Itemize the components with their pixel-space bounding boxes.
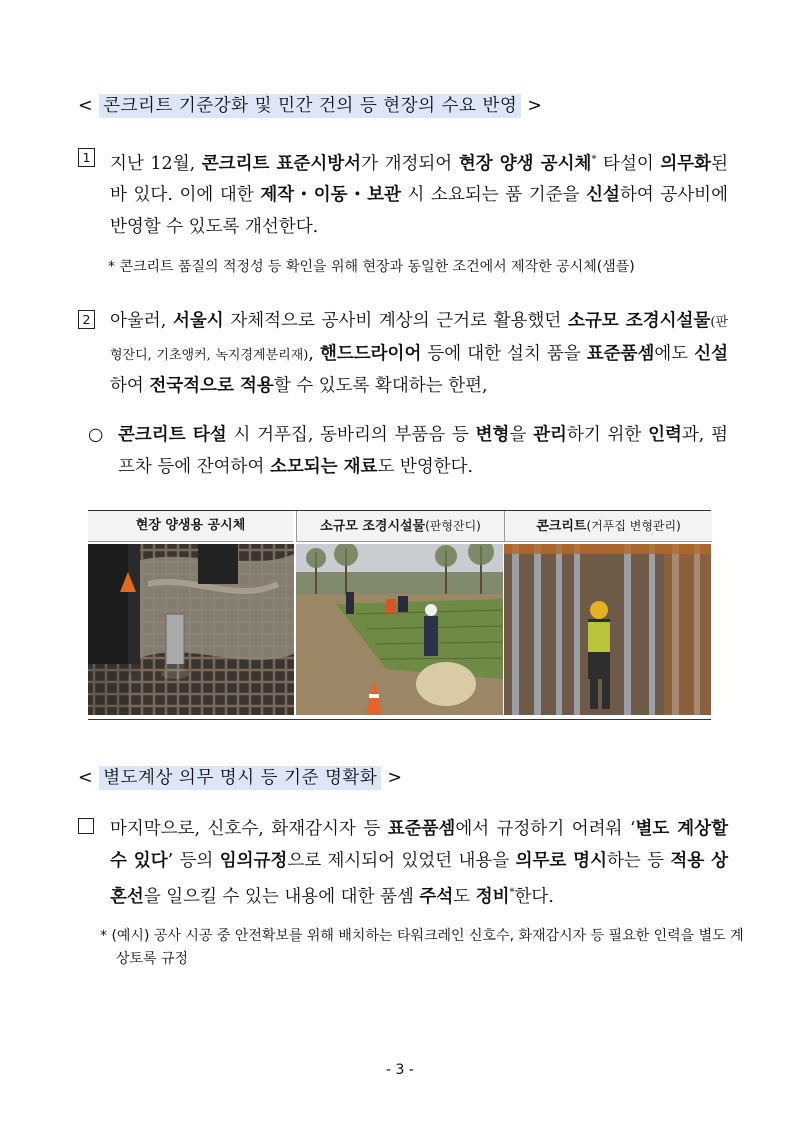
section-heading-2: < 별도계상 의무 명시 등 기준 명확화 > xyxy=(78,768,403,788)
section-heading-1: < 콘크리트 기준강화 및 민간 건의 등 현장의 수요 반영 > xyxy=(78,96,543,116)
photo-title-3: 콘크리트(거푸집 변형관리) xyxy=(504,511,712,542)
photo-formwork-shoring xyxy=(504,544,711,715)
paragraph-4: 마지막으로, 신호수, 화재감시자 등 표준품셈에서 규정하기 어려워 ‘별도 계상할 수 있다’ 등의 임의규정으로 제시되어 있었던 내용을 의무로 명시하는 등 적용 상 혼선을 일으킬 수 있는 내용에 대한 품셈 주석도 정비*한다. xyxy=(78,814,728,913)
page-number: - 3 - xyxy=(386,1062,414,1078)
section-title-2: 별도계상 의무 명시 등 기준 명확화 xyxy=(99,766,381,790)
footnote-1: * 콘크리트 품질의 적정성 등 확인을 위해 현장과 동일한 조건에서 제작한 공시체(샘플) xyxy=(108,259,635,275)
photo-table xyxy=(88,510,711,720)
box-number-marker: 2 xyxy=(78,306,95,338)
photo-title-2: 소규모 조경시설물(판형잔디) xyxy=(296,511,504,542)
paragraph-3: ○ 콘크리트 타설 시 거푸집, 동바리의 부품음 등 변형을 관리하기 위한 인력과, 펌프차 등에 잔여하여 소모되는 재료도 반영한다. xyxy=(88,420,728,483)
paragraph-1: 1 지난 12월, 콘크리트 표준시방서가 개정되어 현장 양생 공시체* 타설이 의무화된 바 있다. 이에 대한 제작・이동・보관 시 소요되는 품 기준을 신설하여 공사비에 반영할 수 있도록 개선한다. xyxy=(78,144,728,243)
photo-concrete-specimen xyxy=(88,544,294,715)
box-number-marker: 1 xyxy=(78,144,95,176)
empty-square-icon xyxy=(78,814,94,846)
paragraph-2: 2 아울러, 서울시 자체적으로 공사비 계상의 근거로 활용했던 소규모 조경시설물(판형잔디, 기초앵커, 녹지경계분리재), 핸드드라이어 등에 대한 설치 품을 표준품셈에도 신설하여 전국적으로 적용할 수 있도록 확대하는 한편, xyxy=(78,306,728,403)
photo-title-1: 현장 양생용 공시체 xyxy=(88,511,293,542)
section-title-1: 콘크리트 기준강화 및 민간 건의 등 현장의 수요 반영 xyxy=(99,94,521,118)
footnote-2: * (예시) 공사 시공 중 안전확보를 위해 배치하는 타워크레인 신호수, 화재감시자 등 필요한 인력을 별도 계상토록 규정 xyxy=(100,928,744,967)
circle-bullet-icon: ○ xyxy=(88,425,104,445)
photo-landscape-turf xyxy=(296,544,503,715)
